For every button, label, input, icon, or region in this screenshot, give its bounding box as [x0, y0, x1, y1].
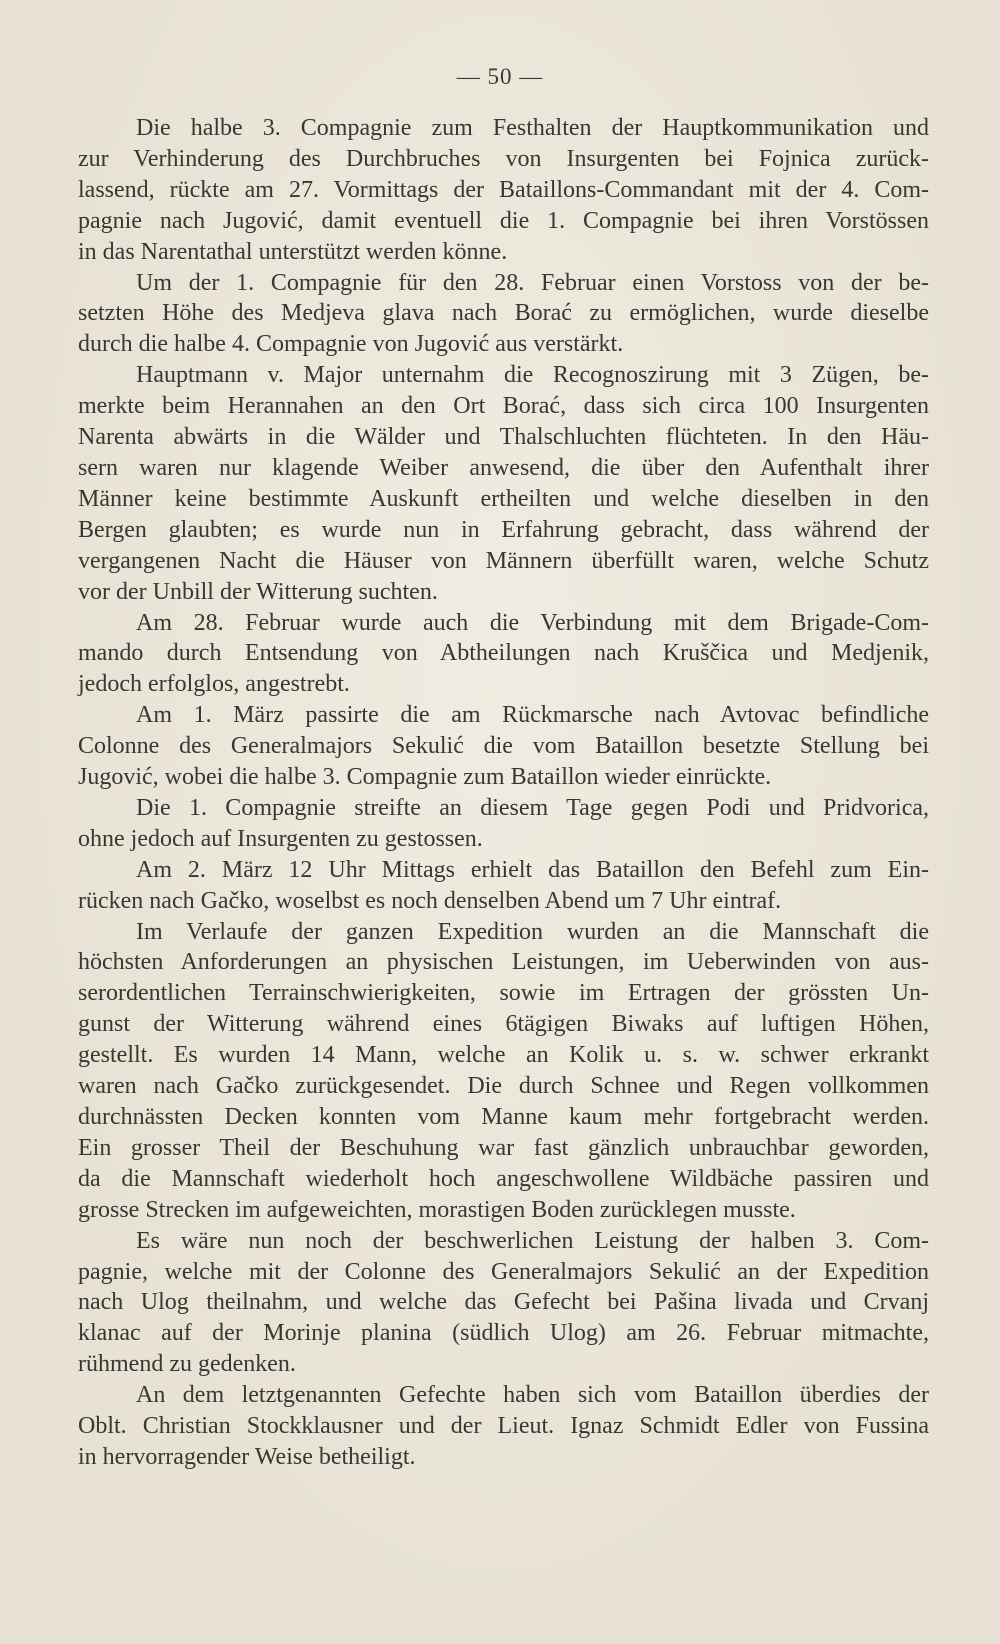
text-line: vor der Unbill der Witterung suchten. [78, 578, 438, 605]
text-line: Colonne des Generalmajors Sekulić die vom Bataillon besetzte Stellung bei [78, 733, 929, 760]
text-line: grosse Strecken im aufgeweichten, morastigen Boden zurücklegen musste. [78, 1196, 796, 1223]
text-line: rücken nach Gačko, woselbst es noch denselben Abend um 7 Uhr eintraf. [78, 887, 782, 914]
text-line: setzten Höhe des Medjeva glava nach Borać zu ermöglichen, wurde dieselbe [78, 300, 929, 327]
text-line: Im Verlaufe der ganzen Expedition wurden an die Mannschaft die [136, 918, 929, 945]
text-line: Männer keine bestimmte Auskunft ertheilten und welche dieselben in den [78, 485, 929, 512]
text-line: An dem letztgenannten Gefechte haben sich vom Bataillon überdies der [136, 1382, 929, 1409]
text-line: zur Verhinderung des Durchbruches von Insurgenten bei Fojnica zurück- [78, 145, 929, 172]
text-line: vergangenen Nacht die Häuser von Männern überfüllt waren, welche Schutz [78, 547, 929, 574]
text-line: serordentlichen Terrainschwierigkeiten, sowie im Ertragen der grössten Un- [78, 980, 929, 1007]
text-line: höchsten Anforderungen an physischen Leistungen, im Ueberwinden von aus- [78, 949, 929, 976]
text-line: gestellt. Es wurden 14 Mann, welche an Kolik u. s. w. schwer erkrankt [78, 1042, 929, 1069]
text-line: mando durch Entsendung von Abtheilungen nach Kruščica und Medjenik, [78, 640, 929, 667]
text-line: Am 1. März passirte die am Rückmarsche nach Avtovac befindliche [136, 702, 929, 729]
text-line: Bergen glaubten; es wurde nun in Erfahrung gebracht, dass während der [78, 516, 929, 543]
text-line: da die Mannschaft wiederholt hoch angeschwollene Wildbäche passiren und [78, 1165, 929, 1192]
text-line: pagnie, welche mit der Colonne des Generalmajors Sekulić an der Expedition [78, 1258, 929, 1285]
text-line: durch die halbe 4. Compagnie von Jugović aus verstärkt. [78, 331, 624, 358]
text-line: klanac auf der Morinje planina (südlich Ulog) am 26. Februar mitmachte, [78, 1320, 929, 1347]
page-number: — 50 — [456, 64, 544, 89]
text-line: merkte beim Herannahen an den Ort Borać, dass sich circa 100 Insurgenten [78, 393, 929, 420]
text-line: Es wäre nun noch der beschwerlichen Leistung der halben 3. Com- [136, 1227, 929, 1254]
text-line: gunst der Witterung während eines 6tägigen Biwaks auf luftigen Höhen, [78, 1011, 929, 1038]
text-line: Die halbe 3. Compagnie zum Festhalten der Hauptkommunikation und [136, 115, 929, 141]
text-line: Die 1. Compagnie streifte an diesem Tage gegen Podi und Pridvorica, [136, 794, 929, 821]
text-line: Ein grosser Theil der Beschuhung war fast gänzlich unbrauchbar geworden, [78, 1134, 929, 1161]
text-line: Hauptmann v. Major unternahm die Recognoszirung mit 3 Zügen, be- [136, 362, 929, 389]
text-line: Am 28. Februar wurde auch die Verbindung mit dem Brigade-Com- [136, 609, 929, 636]
body-text [78, 113, 929, 1473]
text-line: pagnie nach Jugović, damit eventuell die 1. Compagnie bei ihren Vorstössen [78, 207, 929, 234]
text-line: sern waren nur klagende Weiber anwesend, die über den Aufenthalt ihrer [78, 454, 929, 481]
text-line: lassend, rückte am 27. Vormittags der Bataillons-Commandant mit der 4. Com- [78, 176, 929, 203]
text-line: nach Ulog theilnahm, und welche das Gefecht bei Pašina livada und Crvanj [78, 1289, 929, 1316]
text-line: Um der 1. Compagnie für den 28. Februar einen Vorstoss von der be- [136, 269, 929, 296]
text-line: Oblt. Christian Stockklausner und der Lieut. Ignaz Schmidt Edler von Fussina [78, 1413, 929, 1440]
text-line: durchnässten Decken konnten vom Manne kaum mehr fortgebracht werden. [78, 1104, 929, 1130]
text-line: waren nach Gačko zurückgesendet. Die durch Schnee und Regen vollkommen [78, 1073, 929, 1100]
text-line: in hervorragender Weise betheiligt. [78, 1443, 416, 1470]
text-line: in das Narentathal unterstützt werden könne. [78, 238, 508, 265]
text-line: jedoch erfolglos, angestrebt. [78, 671, 350, 698]
text-line: Jugović, wobei die halbe 3. Compagnie zum Bataillon wieder einrückte. [78, 764, 772, 791]
text-line: Narenta abwärts in die Wälder und Thalschluchten flüchteten. In den Häu- [78, 424, 929, 451]
text-line: Am 2. März 12 Uhr Mittags erhielt das Bataillon den Befehl zum Ein- [136, 856, 929, 883]
text-line: rühmend zu gedenken. [78, 1351, 296, 1378]
text-line: ohne jedoch auf Insurgenten zu gestossen. [78, 825, 483, 852]
